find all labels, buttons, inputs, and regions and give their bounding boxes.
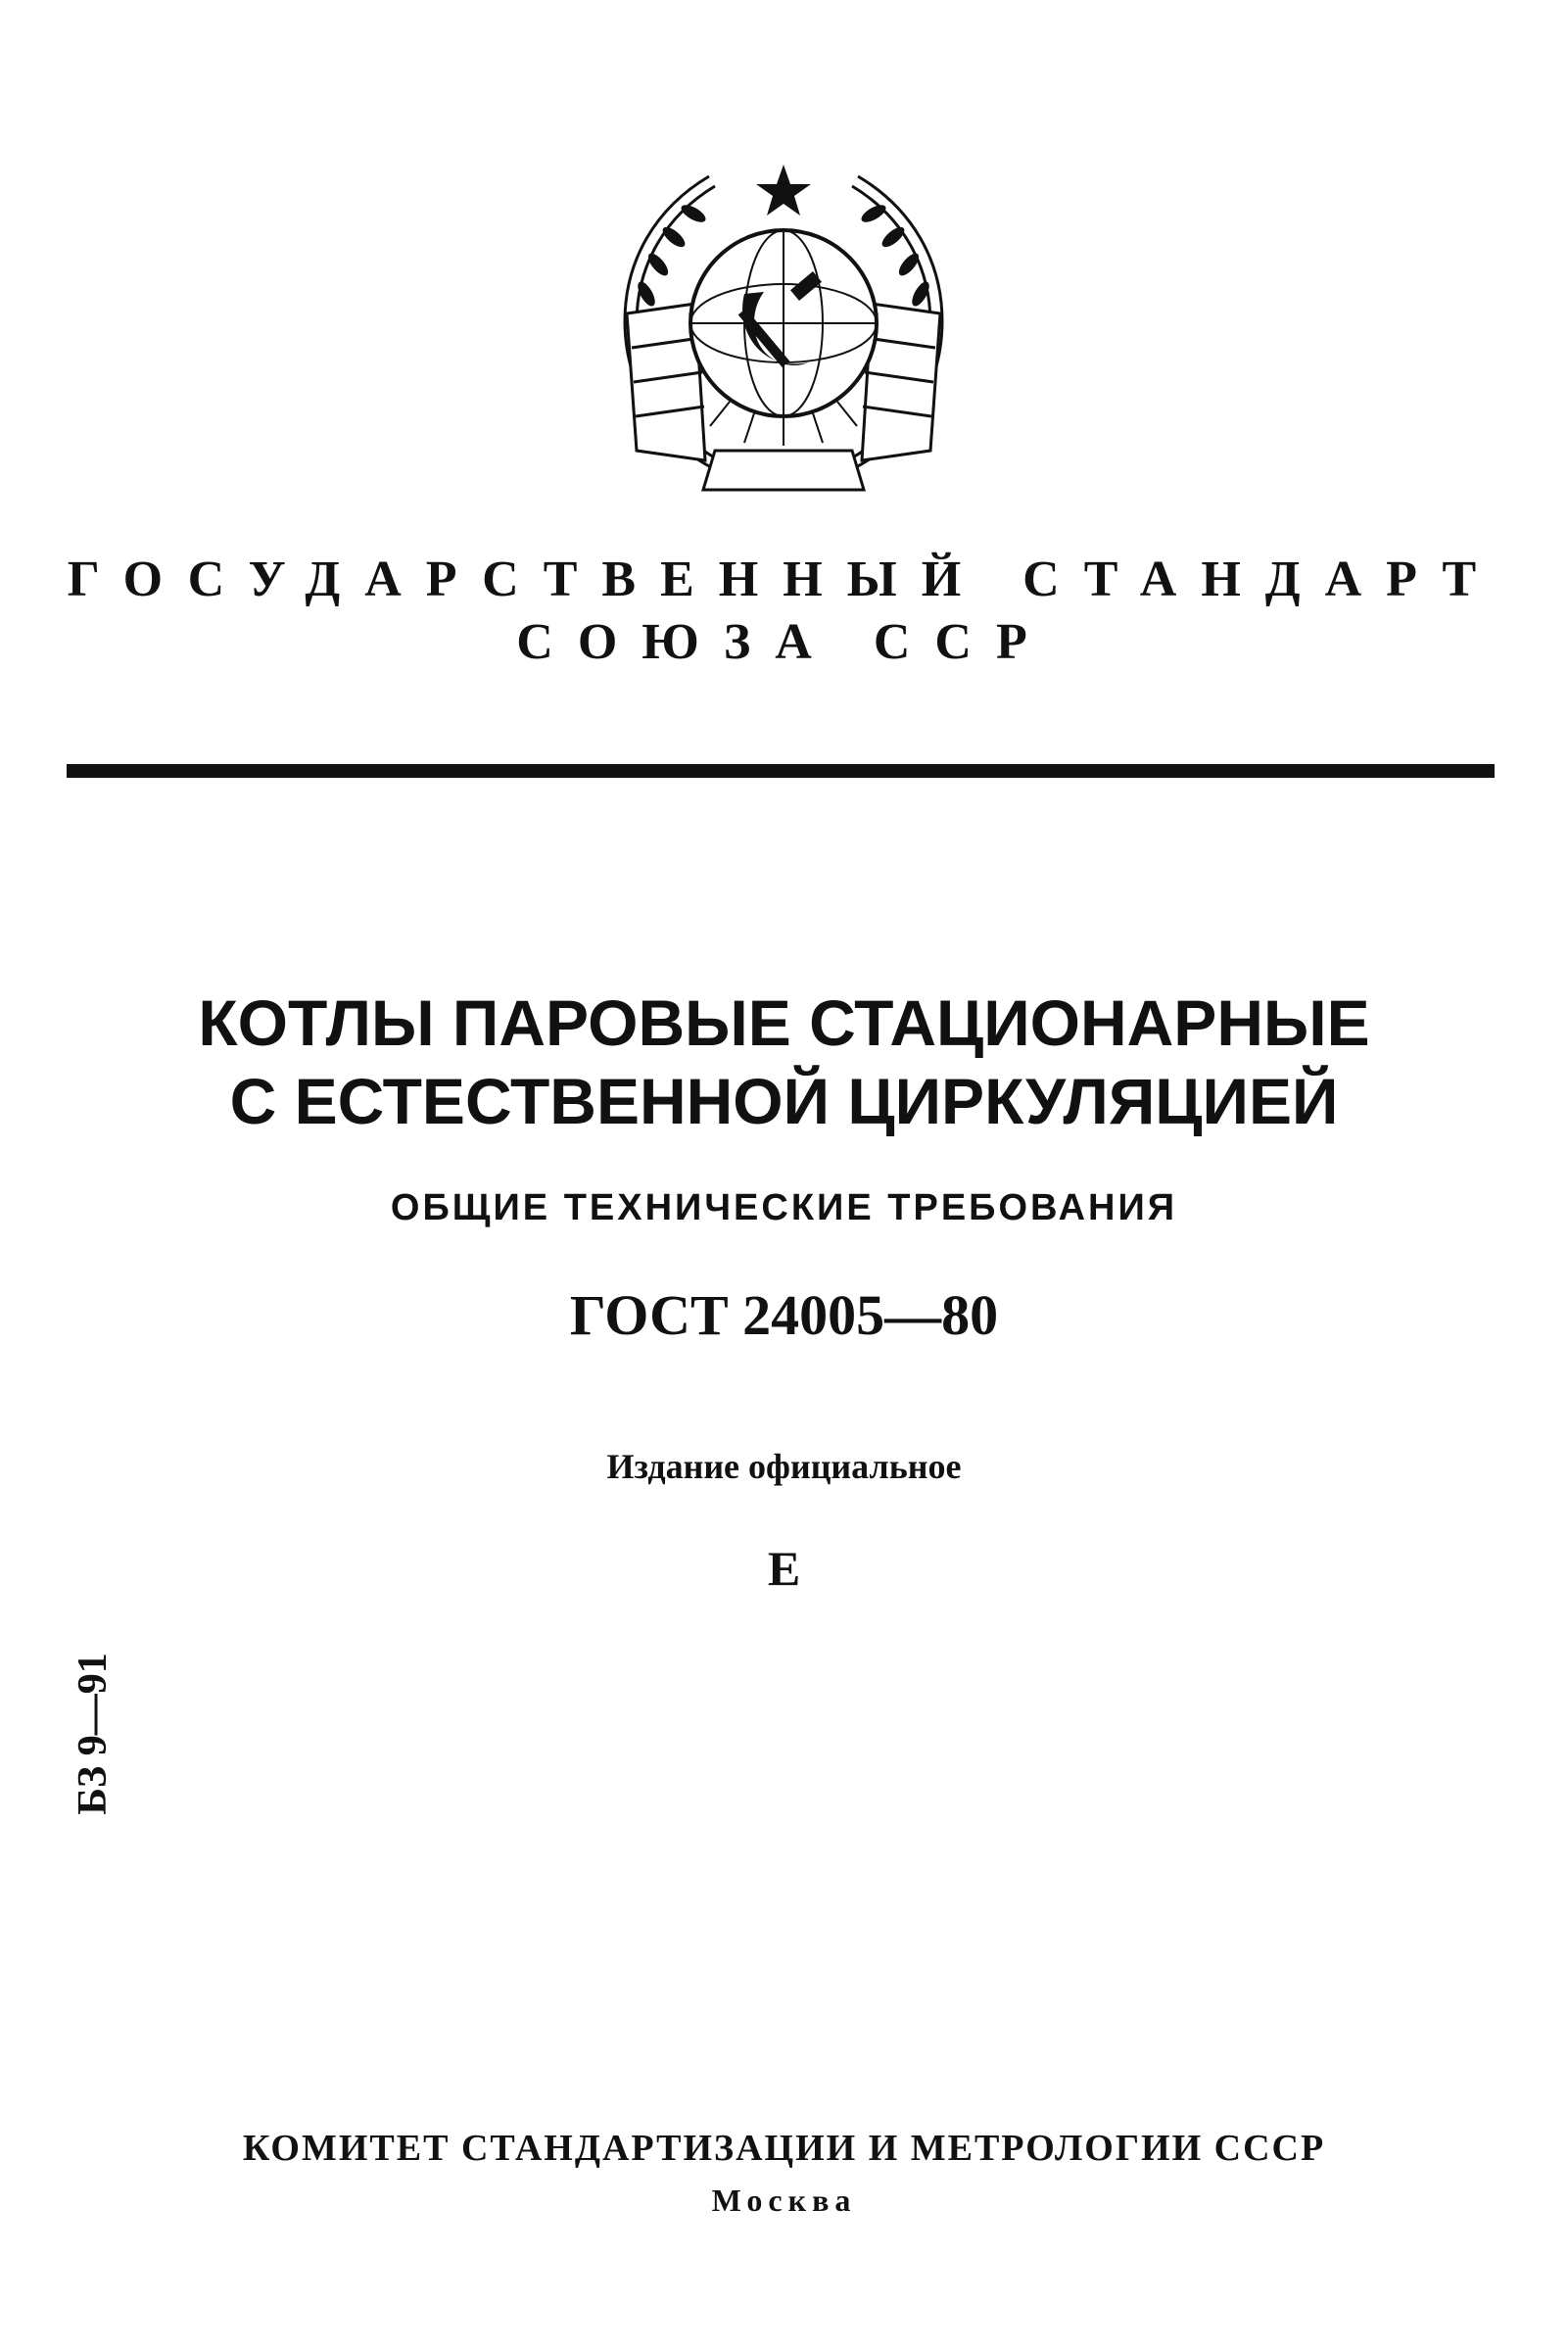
- edition-letter: Е: [767, 1541, 801, 1596]
- side-code: БЗ 9—91: [71, 1653, 116, 1815]
- publisher: КОМИТЕТ СТАНДАРТИЗАЦИИ И МЕТРОЛОГИИ СССР: [242, 2128, 1326, 2169]
- publication-city: Москва: [711, 2183, 857, 2218]
- divider: [67, 764, 1495, 778]
- ussr-coat-of-arms-icon: [607, 157, 960, 529]
- document-title-line2: С ЕСТЕСТВЕННОЙ ЦИРКУЛЯЦИЕЙ: [229, 1065, 1339, 1137]
- edition-label: Издание официальное: [606, 1447, 962, 1486]
- document-title-line1: КОТЛЫ ПАРОВЫЕ СТАЦИОНАРНЫЕ: [198, 986, 1370, 1059]
- document-subtitle: ОБЩИЕ ТЕХНИЧЕСКИЕ ТРЕБОВАНИЯ: [390, 1187, 1178, 1228]
- header-title: ГОСУДАРСТВЕННЫЙ СТАНДАРТ: [67, 552, 1501, 607]
- standard-number: ГОСТ 24005—80: [569, 1283, 999, 1347]
- header-subtitle: СОЮЗА ССР: [516, 614, 1052, 670]
